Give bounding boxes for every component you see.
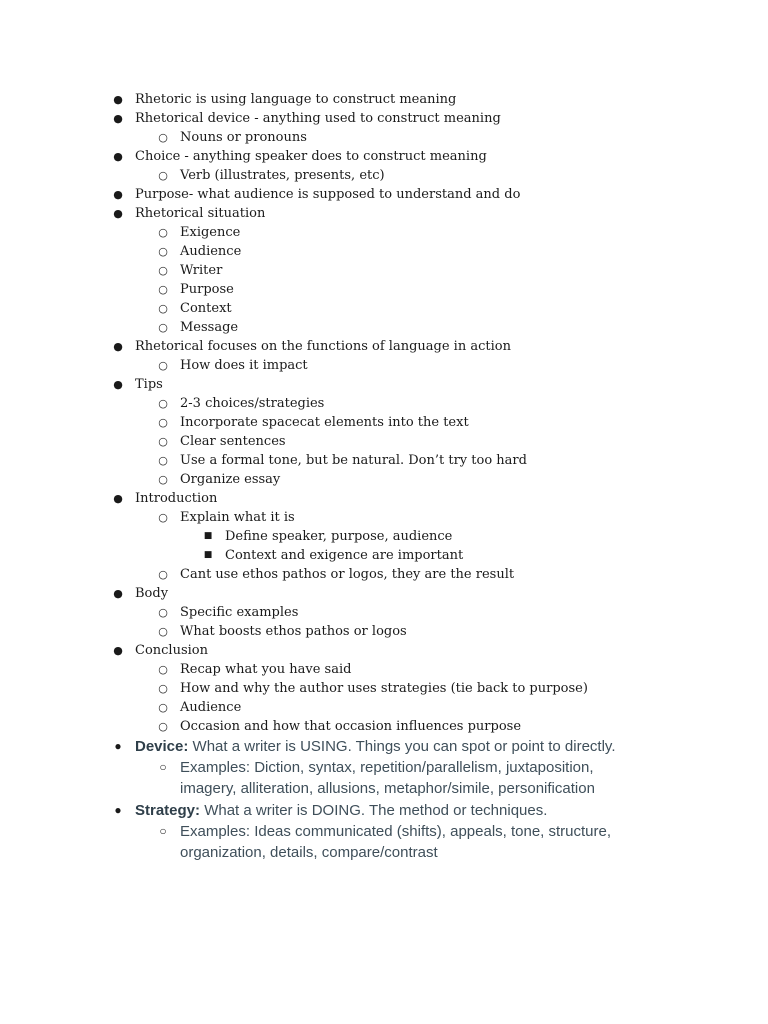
list-item-text: Conclusion bbox=[135, 643, 208, 658]
list-item-text: Tips bbox=[135, 377, 163, 392]
list-item bbox=[0, 185, 768, 204]
list-item-text: Organize essay bbox=[180, 472, 281, 487]
list-item-text: Specific examples bbox=[180, 605, 299, 620]
circle-bullet-icon: ○ bbox=[158, 511, 168, 524]
bullet-icon: ● bbox=[113, 492, 123, 505]
bullet-icon: ● bbox=[113, 378, 123, 391]
definition-examples: Examples: Diction, syntax, repetition/parallelism, juxtaposition, imagery, alliteration, allusions, metaphor/simile, personification bbox=[180, 759, 595, 797]
list-item-text: Purpose bbox=[180, 282, 234, 297]
list-item bbox=[0, 546, 768, 565]
list-item-text: Incorporate spacecat elements into the text bbox=[180, 415, 469, 430]
circle-bullet-icon: ○ bbox=[158, 359, 168, 372]
list-item bbox=[0, 622, 768, 641]
list-item-text: Exigence bbox=[180, 225, 241, 240]
circle-bullet-icon: ○ bbox=[159, 824, 167, 838]
list-item bbox=[0, 128, 768, 147]
bullet-icon: ● bbox=[113, 207, 123, 220]
square-bullet-icon: ■ bbox=[203, 550, 213, 560]
bullet-icon: ● bbox=[113, 188, 123, 201]
bullet-icon: ● bbox=[113, 93, 123, 106]
list-item-text: What boosts ethos pathos or logos bbox=[180, 624, 407, 639]
list-item bbox=[0, 356, 768, 375]
circle-bullet-icon: ○ bbox=[158, 701, 168, 714]
list-item-text: Context and exigence are important bbox=[225, 548, 464, 563]
definition-text bbox=[135, 800, 635, 821]
list-item bbox=[0, 223, 768, 242]
list-item-text: Nouns or pronouns bbox=[180, 130, 307, 145]
list-item bbox=[0, 565, 768, 584]
definition-item bbox=[0, 800, 768, 821]
list-item bbox=[0, 660, 768, 679]
list-item bbox=[0, 280, 768, 299]
bullet-icon: ● bbox=[114, 739, 122, 753]
list-item-text: Rhetorical situation bbox=[135, 206, 266, 221]
definition-item bbox=[0, 736, 768, 757]
list-item-text: 2-3 choices/strategies bbox=[180, 396, 325, 411]
notes-document bbox=[0, 90, 768, 864]
circle-bullet-icon: ○ bbox=[158, 454, 168, 467]
circle-bullet-icon: ○ bbox=[158, 245, 168, 258]
bullet-icon: ● bbox=[113, 150, 123, 163]
list-item bbox=[0, 204, 768, 223]
notes-list bbox=[0, 90, 768, 736]
circle-bullet-icon: ○ bbox=[158, 682, 168, 695]
list-item-text: Audience bbox=[180, 700, 242, 715]
list-item bbox=[0, 318, 768, 337]
list-item bbox=[0, 470, 768, 489]
list-item-text: Message bbox=[180, 320, 239, 335]
list-item bbox=[0, 698, 768, 717]
circle-bullet-icon: ○ bbox=[158, 473, 168, 486]
list-item bbox=[0, 375, 768, 394]
list-item-text: Occasion and how that occasion influences purpose bbox=[180, 719, 522, 734]
list-item bbox=[0, 147, 768, 166]
list-item bbox=[0, 90, 768, 109]
list-item-text: Body bbox=[135, 586, 169, 601]
circle-bullet-icon: ○ bbox=[158, 397, 168, 410]
list-item-text: Choice - anything speaker does to construct meaning bbox=[135, 149, 487, 164]
list-item bbox=[0, 413, 768, 432]
bullet-icon: ● bbox=[113, 587, 123, 600]
circle-bullet-icon: ○ bbox=[158, 568, 168, 581]
circle-bullet-icon: ○ bbox=[158, 720, 168, 733]
list-item bbox=[0, 679, 768, 698]
list-item bbox=[0, 337, 768, 356]
circle-bullet-icon: ○ bbox=[158, 131, 168, 144]
circle-bullet-icon: ○ bbox=[158, 663, 168, 676]
circle-bullet-icon: ○ bbox=[158, 302, 168, 315]
list-item-text: Explain what it is bbox=[180, 510, 295, 525]
bullet-icon: ● bbox=[113, 644, 123, 657]
list-item bbox=[0, 717, 768, 736]
circle-bullet-icon: ○ bbox=[158, 625, 168, 638]
bullet-icon: ● bbox=[114, 803, 122, 817]
list-item bbox=[0, 242, 768, 261]
circle-bullet-icon: ○ bbox=[158, 169, 168, 182]
list-item-text: Clear sentences bbox=[180, 434, 286, 449]
list-item bbox=[0, 489, 768, 508]
circle-bullet-icon: ○ bbox=[159, 760, 167, 774]
definition-examples-item bbox=[0, 757, 768, 800]
circle-bullet-icon: ○ bbox=[158, 283, 168, 296]
list-item bbox=[0, 527, 768, 546]
bullet-icon: ● bbox=[113, 112, 123, 125]
list-item-text: Define speaker, purpose, audience bbox=[225, 529, 453, 544]
list-item bbox=[0, 261, 768, 280]
circle-bullet-icon: ○ bbox=[158, 606, 168, 619]
list-item-text: Rhetorical focuses on the functions of language in action bbox=[135, 339, 511, 354]
list-item bbox=[0, 394, 768, 413]
list-item bbox=[0, 299, 768, 318]
circle-bullet-icon: ○ bbox=[158, 435, 168, 448]
circle-bullet-icon: ○ bbox=[158, 264, 168, 277]
list-item bbox=[0, 166, 768, 185]
square-bullet-icon: ■ bbox=[203, 531, 213, 541]
list-item-text: Recap what you have said bbox=[180, 662, 352, 677]
definition-body: What a writer is DOING. The method or techniques. bbox=[204, 802, 548, 819]
list-item-text: How does it impact bbox=[180, 358, 308, 373]
definition-term: Device: bbox=[135, 738, 189, 755]
list-item-text: Introduction bbox=[135, 491, 218, 506]
list-item-text: Context bbox=[180, 301, 232, 316]
definition-term: Strategy: bbox=[135, 802, 201, 819]
list-item-text: Rhetorical device - anything used to construct meaning bbox=[135, 111, 501, 126]
circle-bullet-icon: ○ bbox=[158, 416, 168, 429]
definitions-list bbox=[0, 736, 768, 864]
list-item bbox=[0, 109, 768, 128]
list-item bbox=[0, 641, 768, 660]
definition-text bbox=[135, 736, 635, 757]
list-item-text: Use a formal tone, but be natural. Don’t try too hard bbox=[180, 453, 527, 468]
definition-examples-item bbox=[0, 821, 768, 864]
circle-bullet-icon: ○ bbox=[158, 321, 168, 334]
definition-body: What a writer is USING. Things you can spot or point to directly. bbox=[192, 738, 616, 755]
list-item bbox=[0, 508, 768, 527]
list-item bbox=[0, 432, 768, 451]
list-item-text: How and why the author uses strategies (tie back to purpose) bbox=[180, 681, 588, 696]
list-item bbox=[0, 603, 768, 622]
list-item-text: Purpose- what audience is supposed to understand and do bbox=[135, 187, 521, 202]
bullet-icon: ● bbox=[113, 340, 123, 353]
list-item-text: Rhetoric is using language to construct meaning bbox=[135, 92, 457, 107]
circle-bullet-icon: ○ bbox=[158, 226, 168, 239]
list-item-text: Verb (illustrates, presents, etc) bbox=[180, 168, 385, 183]
list-item-text: Cant use ethos pathos or logos, they are the result bbox=[180, 567, 515, 582]
list-item-text: Audience bbox=[180, 244, 242, 259]
list-item-text: Writer bbox=[180, 263, 223, 278]
definition-examples: Examples: Ideas communicated (shifts), appeals, tone, structure, organization, details, compare/contrast bbox=[180, 823, 612, 861]
list-item bbox=[0, 584, 768, 603]
list-item bbox=[0, 451, 768, 470]
